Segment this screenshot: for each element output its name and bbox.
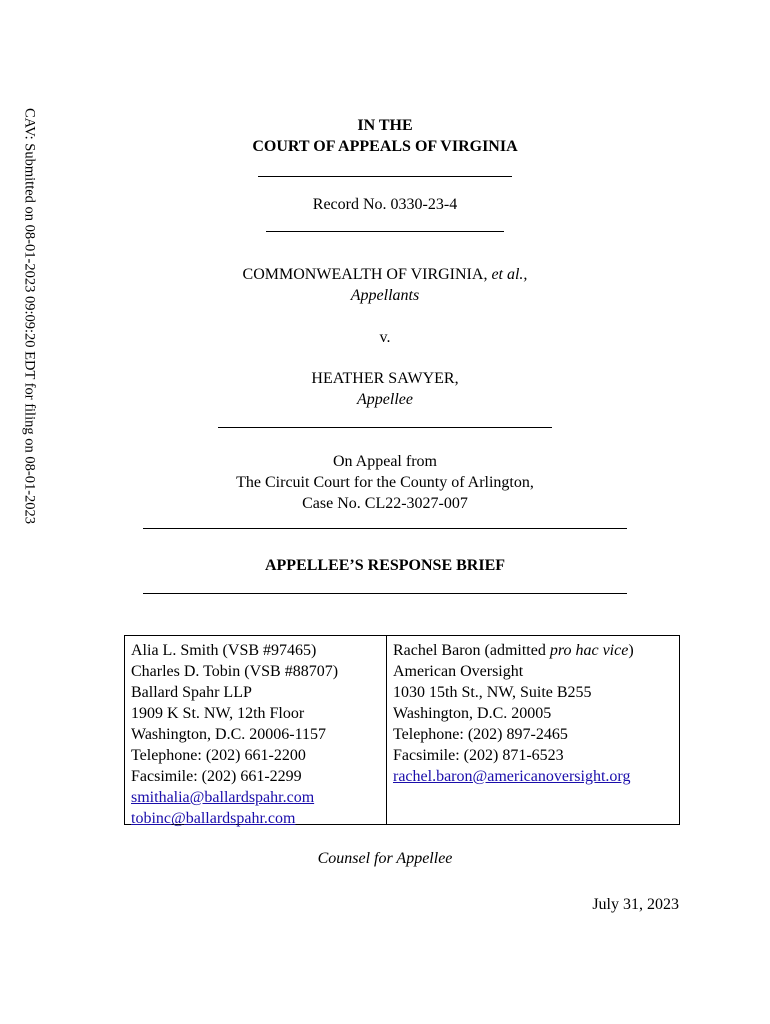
appeal-line1: On Appeal from xyxy=(333,453,437,470)
filing-stamp: CAV: Submitted on 08-01-2023 09:09:20 EDT for filing on 08-01-2023 xyxy=(21,107,38,525)
divider-rule xyxy=(266,231,504,232)
counsel-right-line: Washington, D.C. 20005 xyxy=(393,705,552,722)
counsel-left-line: Telephone: (202) 661-2200 xyxy=(131,747,306,764)
divider-rule xyxy=(218,427,552,428)
counsel-for-label: Counsel for Appellee xyxy=(317,850,453,867)
versus: v. xyxy=(379,329,391,346)
counsel-left-line: Ballard Spahr LLP xyxy=(131,684,252,701)
appellants-line xyxy=(0,264,770,285)
counsel-left-column xyxy=(125,636,387,827)
counsel-left-line: Charles D. Tobin (VSB #88707) xyxy=(131,663,339,680)
divider-rule xyxy=(143,593,627,594)
counsel-right-line: 1030 15th St., NW, Suite B255 xyxy=(393,684,592,701)
appellee-role: Appellee xyxy=(357,391,413,408)
appellee-name: HEATHER SAWYER, xyxy=(311,370,459,387)
filing-date: July 31, 2023 xyxy=(592,896,679,913)
divider-rule xyxy=(258,176,512,177)
counsel-right-line: Facsimile: (202) 871-6523 xyxy=(393,747,564,764)
appellants-etal: et al., xyxy=(491,266,528,283)
counsel-right-column xyxy=(387,636,679,824)
record-number: Record No. 0330-23-4 xyxy=(312,196,458,213)
appeal-line3: Case No. CL22-3027-007 xyxy=(302,495,468,512)
divider-rule xyxy=(143,528,627,529)
court-heading-line1: IN THE xyxy=(357,117,413,134)
counsel-left-line: Facsimile: (202) 661-2299 xyxy=(131,768,302,785)
brief-title: APPELLEE’S RESPONSE BRIEF xyxy=(264,557,506,574)
appellants-name: COMMONWEALTH OF VIRGINIA, xyxy=(242,266,488,283)
counsel-right-name-close: ) xyxy=(628,642,634,659)
counsel-right-line: American Oversight xyxy=(393,663,524,680)
pro-hac-vice: pro hac vice xyxy=(549,642,629,659)
counsel-right-line: Telephone: (202) 897-2465 xyxy=(393,726,568,743)
appeal-block xyxy=(0,451,770,514)
email-link-baron[interactable]: rachel.baron@americanoversight.org xyxy=(393,768,631,785)
court-heading xyxy=(0,115,770,157)
appellee-block xyxy=(0,368,770,410)
appellants-block xyxy=(0,264,770,306)
counsel-left-line: Washington, D.C. 20006-1157 xyxy=(131,726,326,743)
court-heading-line2: COURT OF APPEALS OF VIRGINIA xyxy=(252,138,518,155)
email-link-smith[interactable]: smithalia@ballardspahr.com xyxy=(131,789,315,806)
counsel-left-line: 1909 K St. NW, 12th Floor xyxy=(131,705,305,722)
counsel-table xyxy=(124,635,680,825)
counsel-right-name: Rachel Baron (admitted xyxy=(393,642,546,659)
counsel-right-name-line xyxy=(393,640,673,661)
appeal-line2: The Circuit Court for the County of Arlington, xyxy=(236,474,534,491)
appellants-role: Appellants xyxy=(350,287,420,304)
counsel-left-line: Alia L. Smith (VSB #97465) xyxy=(131,642,317,659)
email-link-tobin[interactable]: tobinc@ballardspahr.com xyxy=(131,810,296,827)
